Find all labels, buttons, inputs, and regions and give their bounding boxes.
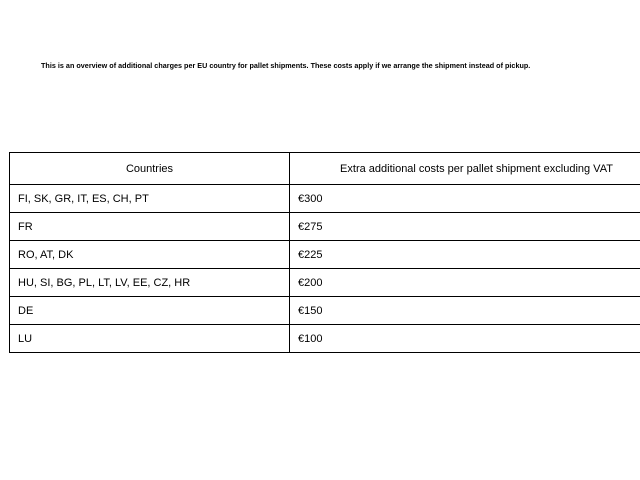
- cell-countries: FI, SK, GR, IT, ES, CH, PT: [10, 185, 290, 213]
- cell-countries: RO, AT, DK: [10, 241, 290, 269]
- cell-cost: €100: [290, 325, 640, 353]
- charges-table-body: [10, 153, 640, 353]
- table-row: [10, 297, 640, 325]
- intro-paragraph: This is an overview of additional charges per EU country for pallet shipments. These costs apply if we arrange the shipment instead of pickup.: [41, 61, 531, 70]
- header-cost: Extra additional costs per pallet shipment excluding VAT: [290, 153, 640, 185]
- cell-cost: €275: [290, 213, 640, 241]
- table-row: [10, 241, 640, 269]
- cell-countries: LU: [10, 325, 290, 353]
- header-countries: Countries: [10, 153, 290, 185]
- table-row: [10, 213, 640, 241]
- table-row: [10, 269, 640, 297]
- charges-table: [9, 152, 640, 353]
- charges-table-container: [9, 152, 631, 353]
- cell-countries: DE: [10, 297, 290, 325]
- table-row: [10, 185, 640, 213]
- cell-cost: €300: [290, 185, 640, 213]
- table-row: [10, 325, 640, 353]
- cell-cost: €150: [290, 297, 640, 325]
- cell-countries: HU, SI, BG, PL, LT, LV, EE, CZ, HR: [10, 269, 290, 297]
- cell-countries: FR: [10, 213, 290, 241]
- table-header-row: [10, 153, 640, 185]
- cell-cost: €200: [290, 269, 640, 297]
- cell-cost: €225: [290, 241, 640, 269]
